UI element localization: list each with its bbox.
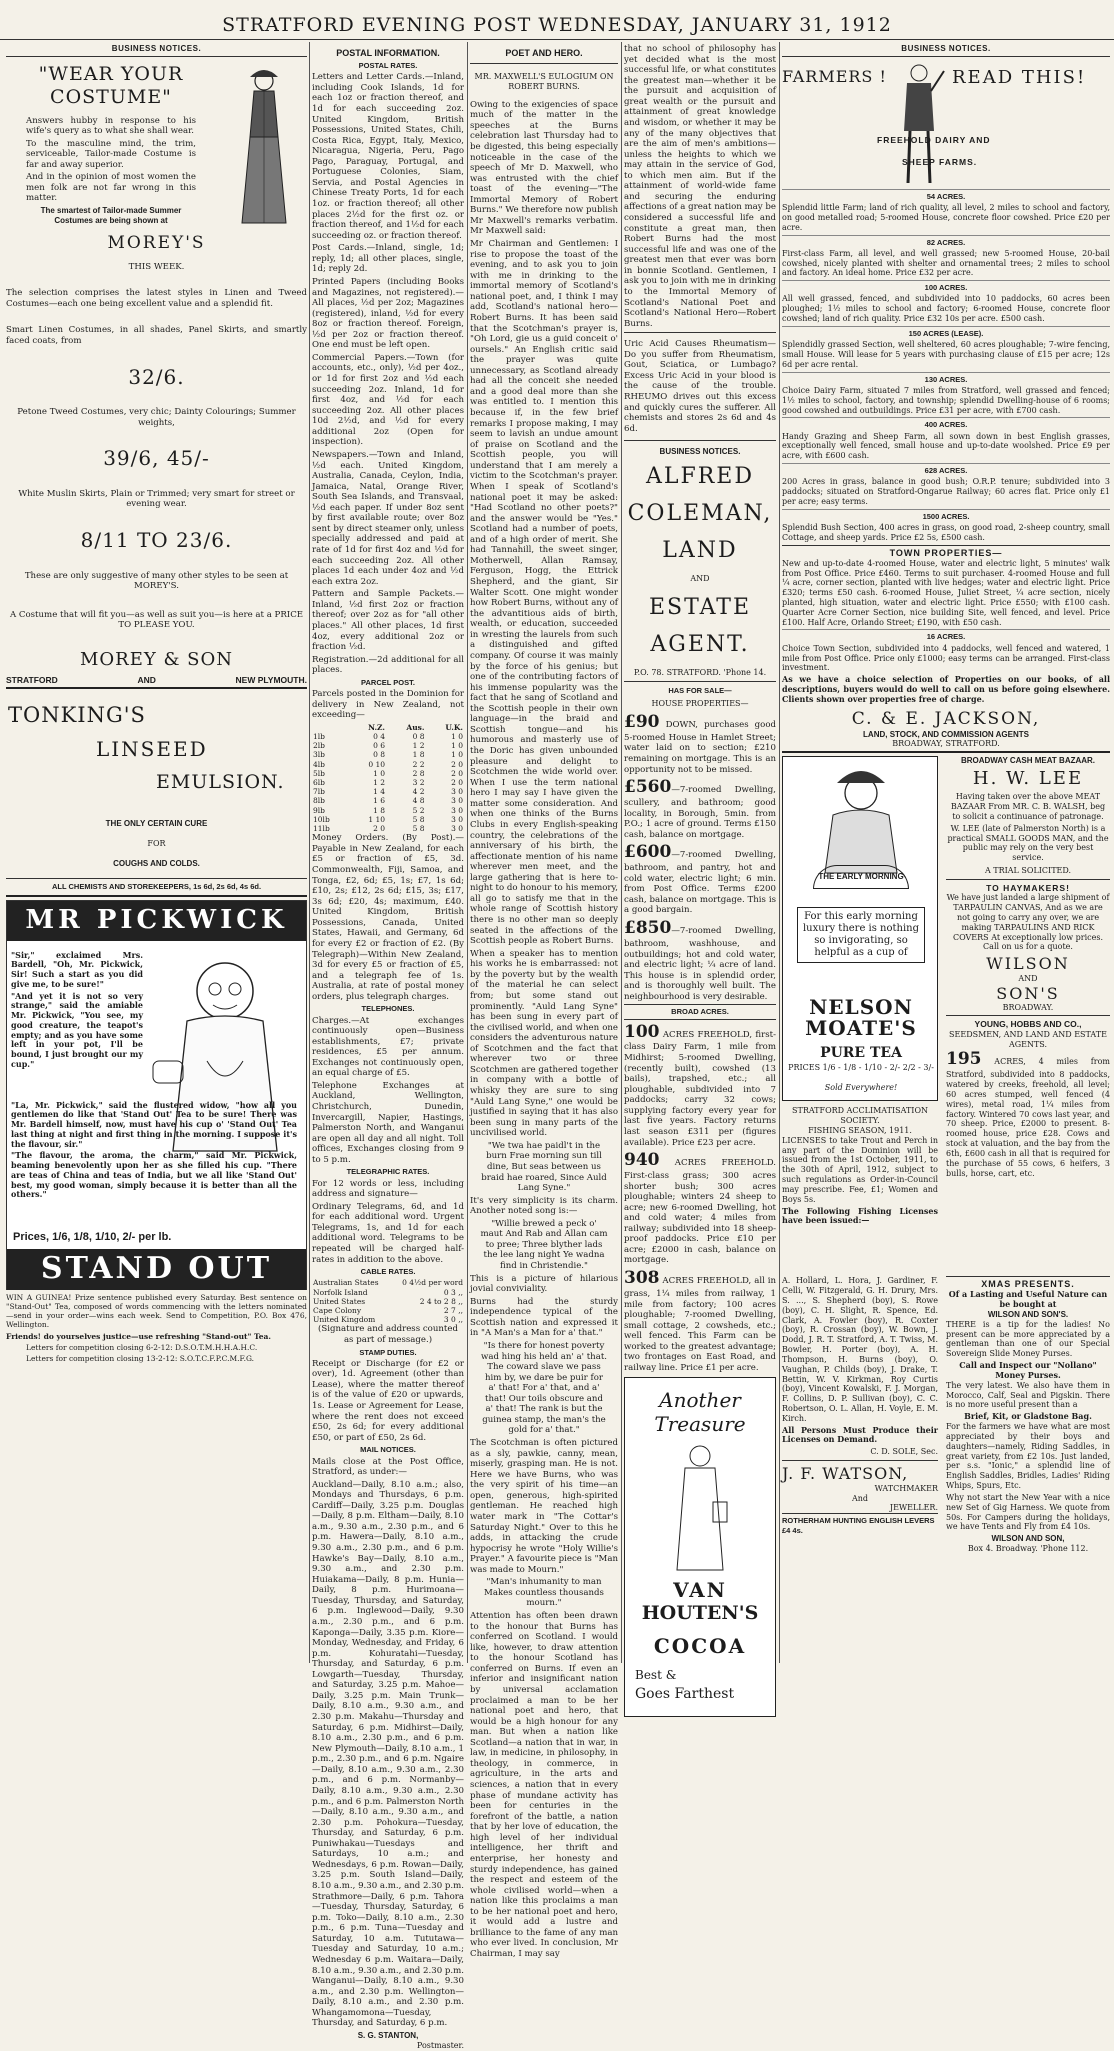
- broad-acres: BROAD ACRES.: [624, 1004, 776, 1019]
- cocoa-van: VAN: [673, 1578, 727, 1603]
- haymakers-text: We have just landed a large shipment of TARPAULIN CANVAS, And as we are not going to carry any over, we are making TARPAULINS AND RICK COVERS At exceptionally low prices. Call on us for a quote.: [946, 893, 1110, 952]
- tonking-ad: [6, 689, 307, 879]
- table-cell: 3 0: [451, 824, 463, 834]
- lee-name: H. W. LEE: [972, 768, 1084, 790]
- xmas-sign: WILSON AND SON,: [991, 1534, 1065, 1544]
- petone-text: Petone Tweed Costumes, very chic; Dainty Colourings; Summer weights,: [17, 407, 296, 428]
- table-cell: 1 8: [412, 750, 425, 760]
- table-row: [312, 1278, 464, 1287]
- pickwick-paragraph: "La, Mr. Pickwick," said the flustered widow, "how all you gentlemen do like that 'Stand Out' Tea to be sure! There was Mr. Bardell himself, now, must have his cup o' 'Stand Out' Tea last thing at night and first thing in the morning. I suppose it's the flavour, sir.": [11, 1099, 297, 1149]
- tea-sold: Sold Everywhere!: [824, 1083, 898, 1093]
- watson-name: J. F. WATSON,: [782, 1464, 909, 1484]
- cocoa-farthest: Goes Farthest: [635, 1686, 735, 1703]
- telephones-heading: TELEPHONES.: [361, 1004, 415, 1014]
- wilson-4: BROADWAY.: [946, 1003, 1110, 1016]
- mail-heading: MAIL NOTICES.: [360, 1445, 416, 1455]
- table-cell: Norfolk Island: [313, 1287, 368, 1297]
- postal-title: POSTAL INFORMATION.: [336, 48, 440, 58]
- poet-title: POET AND HERO.: [470, 48, 618, 64]
- young-text: ACRES, 4 miles from Stratford, subdivided into 8 paddocks, watered by creeks, freehold, all level; 60 acres stumped, well fenced (4 wires), metal road, 1¼ miles from factory. Wintered 70 cows last year, and 70 sheep. Price, £2000 to present. 8-roomed house, price £28. Cows and stock at valuation, and the bay from the 6th, £600 cash in all that is required for the purchase of 55 cows, 6 heifers, 3 bulls, horse, cart, etc.: [946, 1057, 1110, 1178]
- cocoa-treasure: Treasure: [654, 1412, 746, 1437]
- tonking-emulsion: EMULSION.: [156, 771, 285, 794]
- table-cell: 3 0: [451, 796, 463, 806]
- table-cell: 2 0: [451, 768, 463, 778]
- costume-title-1: "WEAR YOUR: [38, 62, 184, 85]
- table-row: [312, 732, 464, 741]
- table-row: [312, 824, 464, 833]
- farm-heading: 100 ACRES.: [782, 280, 1110, 292]
- friends-text: Friends! do yourselves justice—use refreshing "Stand-out" Tea.: [6, 1331, 271, 1341]
- telegraphic-ordinary: Ordinary Telegrams, 6d, and 1d for each additional word. Urgent Telegrams, 1s, and 1d for each additional word. Telegrams to be repeated will be charged half-rates in addition to the above.: [312, 1201, 464, 1265]
- table-cell: 5 2: [412, 805, 425, 815]
- house-3-price: £600: [624, 842, 672, 863]
- table-cell: 1 2: [412, 741, 425, 751]
- money-orders: Money Orders. (By Post).—Payable in New Zealand, for each £5 or fraction of £5, 3d. Commonwealth, Fiji, Samoa, and Tonga, £2, 6d; £5, 1s; £7, 1s 6d; £10, 2s; £12, 2s 6d; £15, 3s; £17, 3s 6d; £20, 4s; maximum, £40. United Kingdom, British Possessions, Canada, United States, Hawaii, and Germany, 6d for every £2 or fraction of £2. (By Telegraph)—Within New Zealand, 3d for every £5 or fraction of £5, and a telegraph fee of 1s. Australia, at rate of postal money orders, plus telegraph charges.: [312, 833, 464, 1002]
- location-new-plymouth: NEW PLYMOUTH.: [235, 674, 307, 685]
- xmas-title: XMAS PRESENTS.: [946, 1276, 1110, 1290]
- house-2-text: —7-roomed Dwelling, scullery, and bathroom; good locality, in Borough, 5min. from P.O.; 1 acre of ground. Terms £150 cash, balance on mortgage.: [624, 785, 776, 840]
- town-properties: TOWN PROPERTIES—: [782, 545, 1110, 559]
- farm-2-price: 940: [624, 1150, 660, 1171]
- cocoa-figure: [665, 1442, 735, 1572]
- linen-text: Smart Linen Costumes, in all shades, Panel Skirts, and smartly faced coats, from: [6, 325, 307, 346]
- stamp-heading: STAMP DUTIES.: [359, 1347, 417, 1357]
- table-row: [312, 1297, 464, 1306]
- printed-rates: Printed Papers (including Books and Magazines, not registered).—All places, ½d per 2oz; Magazines (registered), inland, ½d for every 8oz or fraction thereof. Foreign, ½d per 2oz or fraction thereof. One end must be left open.: [312, 276, 464, 351]
- morey-son: MOREY & SON: [79, 648, 234, 670]
- table-cell: 4 2: [412, 787, 425, 797]
- agent-address: P.O. 78. STRATFORD. 'Phone 14.: [624, 668, 776, 682]
- house-4-price: £850: [624, 918, 672, 939]
- pickwick-paragraph: "And yet it is not so very strange," said the amiable Mr. Pickwick, "You see, my good creature, the teapot's empty; and as you have some left in your pot, I'll be bound, I just brought our my cup.": [11, 990, 143, 1069]
- location-stratford: STRATFORD: [6, 674, 58, 685]
- telephone-charges: Charges.—At exchanges continuously open—Business establishments, £7; private residences, £5 per annum. Exchanges not continuously open, an equal charge of £5.: [312, 1015, 464, 1079]
- cable-heading: CABLE RATES.: [360, 1267, 416, 1277]
- masthead: STRATFORD EVENING POST WEDNESDAY, JANUARY 31, 1912: [0, 0, 1114, 40]
- table-cell: 1 4: [373, 787, 386, 797]
- poet-paragraph: This is a picture of hilarious jovial conviviality.: [470, 1273, 618, 1295]
- parcel-column-header: N.Z.: [368, 722, 386, 732]
- fish-text: LICENSES to take Trout and Perch in any part of the Dominion will be issued from the 1st October, 1911, to the 30th of April, 1912, subject to such regulations as Order-in-Council may prescribe. Fee, £1; Women and Boys 5s.: [782, 1135, 938, 1204]
- poet-paragraph: Mr Chairman and Gentlemen: I rise to propose the toast of the evening, and to ask you to join with me in drinking to the immortal memory of Scotland's national poet, and, I think I may add, Scotland's national hero—Robert Burns. It has been said that the Scotchman's prayer is, "Oh Lord, gie us a guid conceit o' oursels." An English critic said the prayer was quite unnecessary, as Scotland already had all the conceit she needed and a good deal more than she was entitled to. I mention this because if, in the few brief remarks I propose making, I may seem to lavish an undue amount of praise on Scotland and the Scottish people, you will understand that I am merely a victim to the Scotchman's prayer. When I speak of Scotland's national poet it may be asked: "Had Scotland no other poets?" and the answer would be "Yes." Scotland had a number of poets, and of a high order of merit. She had Tannahill, the sweet singer, Motherwell, Allan Ramsay, Ferguson, Hogg, the Ettrick Shepherd, and the giant, Sir Walter Scott. One might wonder how Robert Burns, without any of the advantitious aids of birth, wealth, or education, succeeded in wresting the laurels from such a distinguished and gifted company. Of course it was mainly by the force of his genius; but one of the contributing factors of his immense popularity was the fact that he sang of Scotland and the Scottish people in their own language—in the braid and Scottish tongue—and his humorous and masterly use of the Doric has given unbounded pleasure and delight to Scotchmen the wide world over. When I use the term national hero I may say I have given the matter some consideration. And when one thinks of the Burns Clubs in every English-speaking country, the celebrations of the anniversary of his birth, the affectionate mention of his name wherever men meet, and the large gathering that is here to-night to do honour to his memory, all go to satisfy me that in the whole range of Scottish history there is no other man so deeply seated in the affections of the Scottish people as Robert Burns.: [470, 239, 618, 947]
- table-cell: 7lb: [313, 787, 325, 797]
- farmers-title: FARMERS !: [782, 66, 887, 86]
- xmas-text: THERE is a tip for the ladies! No present can be more appreciated by a gentleman than one of our Special Sovereign Slide Money Purses.: [946, 1319, 1110, 1359]
- coleman: COLEMAN,: [627, 501, 773, 527]
- costume-paragraph: The smartest of Tailor-made Summer Costumes are being shown at: [40, 206, 182, 225]
- poet-paragraph: Owing to the exigencies of space much of the matter in the speeches at the Burns celebration last Thursday had to be digested, this being especially noticeable in the case of the speech of Mr D. Maxwell, who was entrusted with the chief toast of the evening—"The Immortal Memory of Robert Burns." We therefore now publish Mr Maxwell's remarks verbatim. Mr Maxwell said:: [470, 99, 618, 237]
- tea-pure: PURE TEA: [820, 1045, 902, 1062]
- table-cell: 3 0 ,,: [443, 1315, 463, 1325]
- farm-list: [782, 189, 1110, 543]
- postal-rates-heading: POSTAL RATES.: [358, 61, 418, 71]
- table-cell: 1 0: [451, 741, 463, 751]
- table-cell: 0 10: [368, 759, 386, 769]
- postcard-rates: Post Cards.—Inland, single, 1d; reply, 1d; all other places, single, 1d; reply 2d.: [312, 243, 464, 275]
- table-cell: 0 4: [373, 731, 386, 741]
- farm-1-text: ACRES FREEHOLD, first-class Dairy Farm, 1 mile from Midhirst; 5-roomed Dwelling, (recently built), cowshed (13 bails), trapshed, etc.; all ploughable, subdivided into 7 paddocks; carry 32 cows; supplying factory every year for last five years. Factory returns last season £311 per (figures available). Price £23 per acre.: [624, 1029, 776, 1148]
- farm-2-text: ACRES FREEHOLD. First-class grass; 300 acres shorter bush; 300 acres ploughable; winters 24 sheep to acre; new 6-roomed Dwelling, hot and cold water; 4 miles from railway; subdivided into 18 sheep-proof paddocks. Price £10 per acre; £2000 in cash, balance on mortgage.: [624, 1158, 777, 1266]
- farmers-ad: [782, 57, 1110, 187]
- tea-tagline: For this early morning luxury there is nothing so invigorating, so helpful as a cup of: [797, 907, 925, 963]
- pickwick-banner: MR PICKWICK: [7, 901, 306, 941]
- farm-1-price: 100: [624, 1021, 660, 1042]
- poet-verse: "We twa hae paidl't in the burn Frae morning sun till dine, But seas between us braid hae roared, Since Auld Lang Syne.": [481, 1140, 607, 1194]
- freehold-dairy: FREEHOLD DAIRY AND: [877, 134, 991, 145]
- column-1: [6, 42, 307, 1663]
- cocoa-ad: [624, 1377, 776, 1717]
- costume-ad: [6, 57, 307, 225]
- parcel-column-header: U.K.: [445, 722, 463, 732]
- xmas-text-3: For the farmers we have what are most appreciated by their boys and daughters—namely, Riding Saddles, in great variety, from £2 10s. Just landed, per s.s. "Ionic," a splendid line of English Saddles, Bridles, Ladies' Riding Whips, Spurs, Etc.: [946, 1422, 1110, 1491]
- muslin-text: White Muslin Skirts, Plain or Trimmed; very smart for street or evening wear.: [18, 488, 295, 510]
- guinea-text: WIN A GUINEA! Prize sentence published every Saturday. Best sentence on "Stand-Out" Tea, composed of words commencing with the letters nominated—send in your order—wins each week. Send to Competition, P.O. Box 476, Wellington.: [6, 1292, 307, 1330]
- table-cell: 3lb: [313, 750, 325, 760]
- standout-banner: STAND OUT: [7, 1249, 306, 1290]
- table-row: [312, 1288, 464, 1297]
- column-5: [782, 42, 1110, 1663]
- house-1-text: DOWN, purchases good 5-roomed House in Hamlet Street; water laid on to section; £210 remaining on mortgage. This is an opportunity not to be missed.: [624, 720, 777, 775]
- table-cell: 2 0: [451, 778, 463, 787]
- mail-text: Mails close at the Post Office, Stratford, as under:—: [312, 1456, 464, 1478]
- cocoa-cocoa: COCOA: [653, 1634, 747, 1659]
- fish-text-2: The Following Fishing Licenses have been issued:—: [782, 1205, 938, 1226]
- young-hobbs: YOUNG, HOBBS AND CO.,: [974, 1019, 1082, 1030]
- broadway-bazaar: BROADWAY CASH MEAT BAZAAR.: [960, 756, 1096, 766]
- acclimatisation-notice: [782, 1106, 938, 1228]
- poet-paragraph: Burns had the sturdy independence typical of the Scottish nation and expressed it in "A Man's a Man for a' that.": [470, 1296, 618, 1339]
- column-rule: [779, 42, 780, 1663]
- tonking-coughs: COUGHS AND COLDS.: [113, 859, 200, 869]
- town-text: New and up-to-date 4-roomed House, water and electric light, 5 minutes' walk from Post Office. Price £460. Terms to suit purchaser. 4-roomed House and full ¼ acre, corner section, planted with live hedges; water and electric light. Price £320; terms £50 cash. 6-roomed House, Juliet Street, ¼ acre section, nicely planted, high situation, water and electric light. Price £550; with £100 cash. Quarter Acre Corner Section, nice building Site, well fenced, and level. Price £100. Half Acre, Orlando Street; £190, with £50 cash.: [782, 558, 1110, 627]
- tea-brand: NELSON MOATE'S: [805, 995, 917, 1041]
- poet-subtitle: MR. MAXWELL'S EULOGIUM ON ROBERT BURNS.: [474, 72, 614, 91]
- farm-description: Handy Grazing and Sheep Farm, all sown down in best English grasses, exceptionally well fenced, small house and up-to-date woolshed. Price £9 per acre, with £600 cash.: [782, 431, 1110, 461]
- parcel-column-header: Aus.: [406, 722, 425, 732]
- farm-heading: 82 ACRES.: [782, 235, 1110, 247]
- price-39: 39/6, 45/-: [103, 446, 210, 471]
- column-rule: [621, 42, 622, 1663]
- postmaster-title: Postmaster.: [416, 2040, 464, 2050]
- rotherham: ROTHERHAM HUNTING ENGLISH LEVERS £4 4s.: [782, 1513, 938, 1534]
- wilson-1: WILSON: [986, 954, 1070, 974]
- land: LAND: [662, 538, 738, 564]
- fish-names: A. Hollard, L. Hora, J. Gardiner, F. Celli, W. Fitzgerald, G. H. Drury, Mrs. S. ..., S. Shepherd (boy), S. Rowe (boy), C. H. Slight, R. Spence, Ed. Clark, A. Fowler (boy), R. Coxter (boy), R. Crossan (boy), W. Bown, J. Dodd, J. R. T. Stratford, A. T. Twiss, M. Bowler, H. Porter (boy), A. H. Thompson, H. Burns (boy), O. Vaughan, P. Childs (boy), J. Drake, T. Bettin, W. V. Kirkman, Roy Curtis (boy), Vincent Kowalski, F. J. Morgan, F. Collins, D. P. Sullivan (boy), C. C. Robertson, O. L. Allan, H. Voyle, E. M. Kirch.: [782, 1276, 938, 1423]
- table-cell: United States: [313, 1296, 366, 1306]
- farm-description: Splendid little Farm; land of rich quality, all level, 2 miles to school and factory, on good metalled road; 5-roomed House, concrete floor cowshed. Price £20 per acre.: [782, 203, 1110, 232]
- trial-solicited: A TRIAL SOLICITED.: [984, 865, 1072, 875]
- young-price: 195: [946, 1049, 982, 1070]
- morey-title: MOREY'S: [107, 232, 206, 253]
- tea-early-morning: THE EARLY MORNING: [813, 865, 909, 889]
- haymakers: TO HAYMAKERS!: [986, 882, 1070, 893]
- table-cell: 11lb: [313, 824, 330, 834]
- cable-table: [312, 1278, 464, 1324]
- table-cell: 8lb: [313, 796, 325, 806]
- watson-jeweller: JEWELLER.: [889, 1503, 938, 1513]
- house-2-price: £560: [624, 777, 672, 798]
- table-cell: 1 8: [373, 805, 386, 815]
- telegraphic-text: For 12 words or less, including address and signature—: [312, 1178, 464, 1200]
- table-cell: 2 0: [451, 759, 463, 769]
- table-cell: 2 2: [412, 759, 425, 769]
- cocoa-houtens: HOUTEN'S: [641, 1602, 759, 1625]
- section-header: BUSINESS NOTICES.: [782, 42, 1110, 57]
- pickwick-ad: [6, 900, 307, 1290]
- table-cell: 1 0: [373, 768, 386, 778]
- table-cell: 1lb: [313, 731, 325, 741]
- section-header: BUSINESS NOTICES.: [659, 447, 741, 457]
- xmas-ad: [946, 1276, 1110, 1554]
- table-row: [312, 815, 464, 824]
- xmas-box: Box 4. Broadway. 'Phone 112.: [967, 1544, 1089, 1553]
- farm-description: First-class Farm, all level, and well grassed; new 5-roomed House, 20-bail cowshed, nicely planted with shelter and ornamental trees; 2 miles to school and factory. An ideal home. Price £32 per acre.: [782, 248, 1110, 278]
- poet-paragraph: The Scotchman is often pictured as a sly, pawkie, canny, mean, miserly, grasping man. He is not. Here we have Burns, who was the very spirit of his time—an open, generous, high-spirited gentleman. He reached high water mark in "The Cottar's Saturday Night." Over to this he adds, in attacking the crude hypocrisy he wrote "Holy Willie's Prayer." A favourite piece is "Man was made to Mourn.": [470, 1438, 618, 1575]
- meat-bazaar-ad: [946, 756, 1110, 1180]
- commercial-rates: Commercial Papers.—Town (for accounts, etc., only), ½d per 4oz., or 1d for first 2oz and ½d each succeeding 2oz. Inland, 1d for first 4oz, and ½d for each succeeding 2oz. All other places 10d 2½d, and ½d for every additional 2oz (Open for inspection).: [312, 352, 464, 448]
- cable-note: (Signature and address counted as part of message.): [318, 1324, 458, 1345]
- table-cell: 2 0: [373, 824, 386, 834]
- tea-prices: PRICES 1/6 - 1/8 - 1/10 - 2/- 2/2 - 3/-: [788, 1063, 934, 1073]
- table-cell: 0 6: [373, 741, 386, 751]
- competition-line: Letters for competition closing 13-2-12: S.O.T.C.F.P.C.M.F.G.: [26, 1353, 255, 1363]
- table-cell: 1 10: [368, 814, 386, 824]
- acres-16-heading: 16 ACRES.: [782, 629, 1110, 641]
- competition-line: Letters for competition closing 6-2-12: D.S.O.T.M.H.H.A.H.C.: [26, 1342, 258, 1352]
- table-cell: 0 3 ,,: [443, 1287, 463, 1297]
- tonking-cure: THE ONLY CERTAIN CURE: [105, 819, 208, 829]
- table-row: [312, 1306, 464, 1315]
- registration-rates: Registration.—2d additional for all places.: [312, 654, 464, 676]
- fish-secretary: C. D. SOLE, Sec.: [870, 1447, 938, 1457]
- pattern-rates: Pattern and Sample Packets.—Inland, ½d first 2oz or fraction thereof; over 2oz as for "all other places." All other places, 1d first 4oz, every additional 2oz or fraction ½d.: [312, 589, 464, 653]
- poet-verse: "Man's inhumanity to man Makes countless thousands mourn.": [484, 1577, 604, 1609]
- agent: AGENT.: [650, 632, 750, 658]
- column-rule: [467, 42, 468, 1663]
- tonking-for: FOR: [147, 839, 166, 849]
- alfred: ALFRED: [645, 464, 755, 490]
- table-cell: 5lb: [313, 768, 325, 778]
- watson-and: And: [851, 1493, 869, 1503]
- lower-ads: [782, 756, 1110, 1276]
- young-sub: SEEDSMEN, AND LAND AND ESTATE AGENTS.: [949, 1029, 1107, 1049]
- farm-description: All well grassed, fenced, and subdivided into 10 paddocks, 60 acres been ploughed; 1½ miles to school and factory; 6-roomed House, concrete floor cowshed; land of rich quality. Price £32 10s per acre. £500 cash.: [782, 294, 1110, 324]
- for-sale: HAS FOR SALE—: [668, 685, 732, 695]
- farm-description: 200 Acres in grass, balance in good bush; O.R.P. tenure; subdivided into 3 paddocks; situated on Stratford-Ongarue Railway; 60 acres flat. Price only £1 per acre; easy terms.: [782, 477, 1110, 506]
- morey-locations: [6, 675, 307, 689]
- farm-3-text: ACRES FREEHOLD, all in grass, 1¼ miles from railway, 1 mile from factory; 100 acres ploughable; 7-roomed Dwelling, small cottage, 2 cowsheds, etc.; well fenced. This Farm can be worked to the greatest advantage; two frontages on East Road, and railway line. Price £1 per acre.: [624, 1276, 777, 1373]
- letters-rates: Letters and Letter Cards.—Inland, including Cook Islands, 1d for each 1oz or fraction thereof, and 1d for each succeeding 2oz. United Kingdom, British Possessions, United States, Chili, Costa Rica, Egypt, Italy, Mexico, Nicaragua, Nigeria, Peru, Pago Pago, Paraguay, Portugal, and Portuguese Colonies, Siam, Servia, and Postal Agencies in Chinese Treaty Ports, 1d for each 1oz. or fraction thereof; all other places 2½d for the first oz. or fraction thereof, and 1½d for each succeeding oz. or fraction thereof.: [312, 72, 464, 241]
- pickwick-paragraph: "The flavour, the aroma, the charm," said Mr. Pickwick, beaming benevolently upon her as she filled his cup. "There are teas of China and teas of India, but we all like 'Stand Out' best, my good woman, simply because it is better than all the others.": [11, 1150, 297, 1200]
- fishing-names: [782, 1276, 938, 1535]
- farm-heading: 400 ACRES.: [782, 417, 1110, 429]
- parcel-table: [312, 723, 464, 834]
- woman-illustration: [228, 67, 300, 227]
- poet-paragraph: Attention has often been drawn to the honour that Burns has conferred on Scotland. I would like, however, to draw attention to the honour Scotland has conferred on Burns. If even an inferior and insignificant nation by universal acclamation proclaimed a man to be her national poet and hero, that would be a high honour for any man. But when a nation like Scotland—a nation that in war, in law, in medicine, in philosophy, in theology, in commerce, in agriculture, in the arts and sciences, a nation that in every phase of mundane activity has been for centuries in the forefront of the battle, a nation that by her love of education, the high level of her individual intelligence, her thrift and enterprise, her honesty and sturdy independence, has gained the respect and esteem of the whole civilised world—when a nation like this proclaims a man to be her national poet and hero, it would add a lustre and brilliance to the fame of any man who ever lived. In conclusion, Mr Chairman, I may say: [470, 1611, 618, 1960]
- cocoa-best: Best &: [635, 1668, 677, 1683]
- lee-text-2: W. LEE (late of Palmerston North) is a practical SMALL GOODS MAN, and the public may rely on the very best service.: [947, 823, 1109, 863]
- poet-verse: "Is there for honest poverty wad hing his held an' a' that. The coward slave we pass him by, we dare be puir for a' that! For a' that, and a' that! Our toils obscure and a' that! The rank is but the guinea stamp, the man's the gold for a' that.": [480, 1340, 608, 1436]
- table-cell: 2 8: [412, 768, 425, 778]
- fish-demand: All Persons Must Produce their Licenses on Demand.: [782, 1424, 938, 1445]
- poet-verse: "Willie brewed a peck o' maut And Rab and Allan cam to pree; Three blyther lads the lee lang night Ye wadna find in Christendie.": [480, 1218, 608, 1272]
- table-cell: Cape Colony: [313, 1306, 362, 1315]
- column-rule: [309, 42, 310, 1663]
- watson-watchmaker: WATCHMAKER: [874, 1483, 938, 1493]
- parcel-column-header: [312, 723, 349, 732]
- table-cell: 0 8: [373, 750, 386, 760]
- newspaper-rates: Newspapers.—Town and Inland, ½d each. United Kingdom, Australia, Canada, Ceylon, India, Jamaica, Natal, Orange River, South Sea Islands, and Transvaal, ½d each paper. If under 8oz sent by first available route; over 8oz sent by direct steamer only, unless specially addressed and paid at rate of 1d for first 4oz and ½d for each succeeding 2oz. All other places 1d each under 4oz and ½d each extra 2oz.: [312, 449, 464, 587]
- table-cell: 5 8: [412, 824, 425, 834]
- house-properties: HOUSE PROPERTIES—: [651, 699, 749, 709]
- table-cell: 0 8: [412, 731, 425, 741]
- house-4-text: —7-roomed Dwelling, bathroom, washhouse, and outbuildings; hot and cold water, and electric light; ¼ acre of land. This house is in splendid order, and is thoroughly well built. The neighbourhood is very desirable.: [624, 926, 776, 1002]
- column-3: [470, 42, 618, 1960]
- table-cell: 6lb: [313, 778, 325, 787]
- tonking-title: TONKING'S: [8, 703, 146, 728]
- table-cell: 4 8: [412, 796, 425, 806]
- telegraphic-heading: TELEGRAPHIC RATES.: [346, 1167, 430, 1177]
- farm-heading: 130 ACRES.: [782, 372, 1110, 384]
- column-4: [624, 42, 777, 1703]
- acres-16-text: Choice Town Section, subdivided into 4 paddocks, well fenced and watered, 1 mile from Post Office. Price only £1000; easy terms can be arranged. First-class investment.: [782, 643, 1110, 673]
- xmas-lasting: Of a Lasting and Useful Nature can be bought at: [948, 1289, 1108, 1310]
- table-cell: 5 8: [412, 814, 425, 824]
- table-row: [312, 769, 464, 778]
- table-cell: 1 0: [451, 750, 463, 760]
- table-cell: 2 7 ,,: [443, 1306, 463, 1315]
- bottom-ads: [782, 1276, 1110, 1576]
- farm-heading: 54 ACRES.: [782, 189, 1110, 201]
- wilson-2: AND: [1018, 973, 1038, 983]
- location-and: AND: [137, 674, 156, 685]
- costume-paragraph: To the masculine mind, the trim, serviceable, Tailor-made Costume is far and away superior.: [26, 138, 196, 170]
- tonking-linseed: LINSEED: [96, 737, 208, 762]
- table-cell: 3 0: [451, 787, 463, 797]
- table-cell: 2lb: [313, 741, 325, 751]
- table-row: [312, 778, 464, 787]
- table-row: [312, 750, 464, 759]
- tea-lady-illustration: [793, 765, 929, 875]
- column-2: [312, 42, 465, 2050]
- price-8-11: 8/11 TO 23/6.: [80, 527, 233, 552]
- acclim-title: STRATFORD ACCLIMATISATION SOCIETY.: [792, 1106, 928, 1126]
- table-cell: United Kingdom: [313, 1315, 376, 1325]
- lee-text: Having taken over the above MEAT BAZAAR From MR. C. B. WALSH, beg to solicit a continuance of patronage.: [950, 792, 1106, 821]
- poet-paragraph: When a speaker has to mention his works he is embarrassed: not by the poverty but by the wealth of the material he can select from; but some stand out prominently. "Auld Lang Syne" has been sung in every part of the civilised world, and when one considers the adventurous nature of Scotchmen and the fact that wherever two or three Scotchmen are gathered together in company with a bottle of whisky they are sure to sing "Auld Lang Syne," one would be justified in saying that it has also been sung in many parts of the uncivilised world.: [470, 948, 618, 1139]
- xmas-wilson: WILSON AND SON'S.: [987, 1309, 1069, 1319]
- farm-3-price: 308: [624, 1268, 660, 1289]
- jackson-address: BROADWAY, STRATFORD.: [782, 739, 1110, 753]
- table-cell: 1 0: [451, 731, 463, 741]
- pickwick-paragraph: "Sir," exclaimed Mrs. Bardell, "Oh, Mr. Pickwick, Sir! Such a start as you did give me, to be sure!": [11, 949, 143, 989]
- wilson-3: SON'S: [996, 983, 1060, 1003]
- house-3-text: —7-roomed Dwelling, bathroom, and pantry, hot and cold water, electric light; 6 min. from Post Office. Terms £200 cash, balance on mortgage. This is a good bargain.: [624, 850, 776, 916]
- estate: ESTATE: [648, 595, 752, 621]
- parcel-heading: PARCEL POST.: [361, 677, 415, 687]
- pickwick-prices: Prices, 1/6, 1/8, 1/10, 2/- per lb.: [13, 1230, 172, 1243]
- and: AND: [690, 574, 710, 584]
- table-row: [312, 806, 464, 815]
- table-row: [312, 760, 464, 769]
- farm-heading: 628 ACRES.: [782, 463, 1110, 475]
- suggestive-text: These are only suggestive of many other styles to be seen at MOREY'S.: [24, 570, 289, 592]
- farm-description: Choice Dairy Farm, situated 7 miles from Stratford, well grassed and fenced; 1½ miles to school, factory, and township; splendid Dwelling-house of 6 rooms; good cowshed and outbuildings. Price £31 per acre, with £700 cash.: [782, 385, 1110, 415]
- costume-title-2: COSTUME": [50, 86, 172, 109]
- table-row: [312, 787, 464, 796]
- costume-paragraph: Answers hubby in response to his wife's query as to what she shall wear.: [26, 115, 196, 137]
- xmas-kit: Brief, Kit, or Gladstone Bag.: [964, 1411, 1092, 1422]
- table-cell: 0 4½d per word: [402, 1278, 463, 1288]
- choice-text: As we have a choice selection of Properties on our books, of all descriptions, buyers would do well to call on us before going elsewhere. Clients shown over properties free of charge.: [782, 674, 1110, 704]
- xmas-text-2: The very latest. We also have them in Morocco, Calf, Seal and Pigskin. There is no more useful present than a: [946, 1380, 1110, 1410]
- table-cell: Australian States: [313, 1278, 379, 1288]
- farm-description: Splendidly grassed Section, well sheltered, 60 acres ploughable; 7-wire fencing, small House. Will lease for 5 years with purchasing clause of £15 per acre; 12s 6d per acre rental.: [782, 340, 1110, 369]
- table-cell: 1 6: [373, 796, 386, 806]
- read-this: READ THIS!: [952, 66, 1087, 88]
- price-32: 32/6.: [128, 364, 185, 389]
- sheep-farms: SHEEP FARMS.: [902, 156, 978, 167]
- table-cell: 10lb: [313, 814, 330, 824]
- poet-paragraph: It's very simplicity is its charm. Another noted song is:—: [470, 1195, 618, 1217]
- mail-list: Auckland—Daily, 8.10 a.m.; also, Mondays and Thursdays, 6 p.m. Cardiff—Daily, 3.25 p.m. Douglas—Daily, 8 p.m. Eltham—Daily, 8.10 a.m., 9.30 a.m., 2.30 p.m., and 6 p.m. Hawera—Daily, 8.10 a.m., 9.30 a.m., 2.30 p.m., and 6 p.m. Hawke's Bay—Daily, 8.10 a.m., 9.30 a.m., and 2.30 p.m. Huiakama—Daily, 8 p.m. Hunia—Daily, 8 p.m. Hurimoana—Tuesday, Thursday, and Saturday, 6 p.m. Inglewood—Daily, 9.30 a.m., 2.30 p.m., and 6 p.m. Kaponga—Daily, 3.35 p.m. Kiore—Monday, Wednesday, and Friday, 6 p.m. Kohuratahi—Tuesday, Thursday, and Saturday, 6 p.m. Lowgarth—Tuesday, Thursday, and Saturday, 3.25 p.m. Mahoe—Daily, 3.25 p.m. Main Trunk—Daily, 8.10 a.m., 9.30 a.m., and 2.30 p.m. Makahu—Thursday and Saturday, 6 p.m. Midhirst—Daily, 8.10 a.m., 2.30 p.m., and 6 p.m. New Plymouth—Daily, 8.10 a.m., 1 p.m., 2.30 p.m., and 6 p.m. Ngaire—Daily, 8.10 a.m., 9.30 a.m., 2.30 p.m., and 6 p.m. Normanby—Daily, 8.10 a.m., 9.30 a.m., 2.30 p.m., and 6 p.m. Palmerston North—Daily, 8.10 a.m., 9.30 a.m., and 2.30 p.m. Pohokura—Tuesday, Thursday, and Saturday, 6 p.m. Puniwhakau—Tuesdays and Saturdays, 10 a.m.; and Wednesdays, 6 p.m. Rowan—Daily, 3.25 p.m. South Island—Daily, 8.10 a.m., 9.30 a.m., and 2.30 p.m. Strathmore—Daily, 6 p.m. Tahora—Tuesday, Thursday, Saturday, 6 p.m. Toko—Daily, 8.10 a.m., 2.30 p.m., 6 p.m. Tuna—Tuesday and Saturday, 10 a.m. Tututawa—Tuesday and Saturday, 10 a.m.; Wednesday 6 p.m. Waitara—Daily, 8.10 a.m., 9.30 a.m., and 2.30 p.m. Wanganui—Daily, 8.10 a.m., 9.30 a.m., and 2.30 p.m. Wellington—Daily, 8.10 a.m., and 2.30 p.m. Whangamomona—Tuesday, Thursday, and Saturday, 6 p.m.: [312, 1479, 465, 2029]
- table-cell: 3 2: [412, 778, 425, 787]
- stamp-text: Receipt or Discharge (for £2 or over), 1d. Agreement (other than Lease), where the matter thereof is of the value of £20 or upwards, 1s. Lease or Agreement for Lease, where the rent does not exceed £50, 2s 6d; for every additional £50, or part of £50, 2s 6d.: [312, 1358, 464, 1443]
- postmaster-name: S. G. STANTON,: [357, 2030, 419, 2040]
- table-row: [312, 796, 464, 805]
- table-cell: 2 4 to 2 8 ,,: [419, 1296, 463, 1306]
- table-cell: 3 0: [451, 805, 463, 815]
- fit-text: A Costume that will fit you—as well as suit you—is here at a PRICE TO PLEASE YOU.: [9, 609, 304, 631]
- parcel-text: Parcels posted in the Dominion for delivery in New Zealand, not exceeding—: [312, 689, 464, 721]
- cocoa-another: Another: [659, 1388, 741, 1413]
- jackson-name: C. & E. JACKSON,: [851, 708, 1041, 729]
- farm-description: Splendid Bush Section, 400 acres in grass, on good road, 2-sheep country, small Cottage, and sheep yards. Price £2 5s, £500 cash.: [782, 522, 1110, 542]
- poet-continued: that no school of philosophy has yet decided what is the most successful life, or what constitutes the greatest man—whether it be the pursuit and acquisition of great wealth or the pursuit and attainment of great knowledge and wisdom, or whether it may be any of the many objectives that are the aim of men's ambitions—unless the heights to which we may attain in the service of God, to which men aim. But if the attainment of world-wide fame and securing the enduring affections of a great nation may be considered a successful life and constitute a great man, then Robert Burns had the most successful life and was one of the greatest men that ever was born in bonnie Scotland. Gentlemen, I ask you to join with me in drinking to the Immortal Memory of Scotland's National Poet and Scotland's National Hero—Robert Burns.: [624, 44, 776, 329]
- jackson-sub: LAND, STOCK, AND COMMISSION AGENTS: [863, 729, 1029, 739]
- chemists-line: ALL CHEMISTS AND STOREKEEPERS, 1s 6d, 2s 6d, 4s 6d.: [6, 879, 307, 896]
- xmas-call: Call and Inspect our "Nollano" Money Purses.: [959, 1360, 1097, 1380]
- nelson-moate-ad: [782, 756, 938, 1101]
- xmas-text-4: Why not start the New Year with a nice new Set of Gig Harness. We quote from 50s. For Campers during the holidays, we have Tents and Fly from £4 10s.: [946, 1492, 1110, 1532]
- selection-text: The selection comprises the latest styles in Linen and Tweed Costumes—each one being excellent value and a splendid fit.: [6, 288, 307, 309]
- uric-acid-notice: Uric Acid Causes Rheumatism—Do you suffer from Rheumatism, Gout, Sciatica, or Lumbago? Excess Uric Acid in your blood is the cause of the trouble. RHEUMO drives out this excess and quickly cures the sufferer. All chemists and stores 2s 6d and 4s 6d.: [624, 339, 776, 434]
- telephone-exchanges: Telephone Exchanges at Auckland, Wellington, Christchurch, Dunedin, Invercargill, Napier, Hastings, Palmerston North, and Wanganui are open all day and all night. Toll offices, Exchanges closing from 9 to 5 p.m.: [312, 1080, 464, 1165]
- table-cell: 1 2: [373, 778, 386, 787]
- house-1-price: £90: [624, 712, 660, 733]
- farm-heading: 150 ACRES (LEASE).: [782, 326, 1110, 338]
- table-cell: 9lb: [313, 805, 325, 815]
- table-row: [312, 741, 464, 750]
- costume-paragraph: And in the opinion of most women the men folk are not far wrong in this matter.: [26, 172, 196, 204]
- table-cell: 4lb: [313, 759, 325, 769]
- fishing-season: FISHING SEASON, 1911.: [808, 1125, 912, 1135]
- section-header: BUSINESS NOTICES.: [6, 42, 307, 57]
- this-week: THIS WEEK.: [128, 261, 185, 272]
- table-cell: 3 0: [451, 814, 463, 824]
- farm-heading: 1500 ACRES.: [782, 509, 1110, 521]
